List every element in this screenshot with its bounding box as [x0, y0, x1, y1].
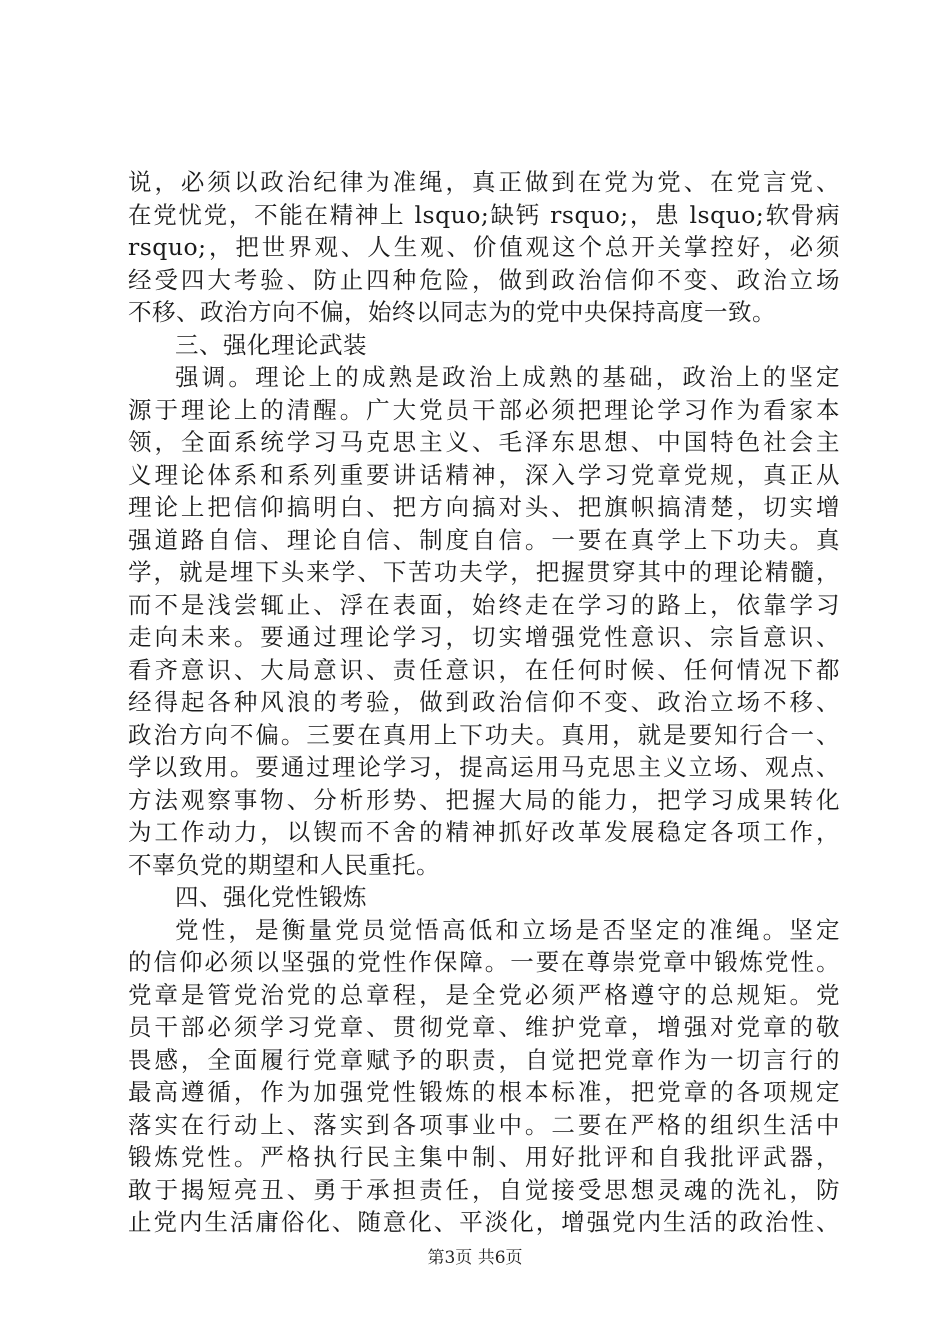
paragraph-line: 最高遵循，作为加强党性锻炼的根本标准，把党章的各项规定: [128, 1078, 840, 1106]
paragraph-line: rsquo;，把世界观、人生观、价值观这个总开关掌控好，必须: [128, 233, 840, 261]
paragraph-line: 锻炼党性。严格执行民主集中制、用好批评和自我批评武器，: [128, 1143, 840, 1171]
paragraph-line: 党章是管党治党的总章程，是全党必须严格遵守的总规矩。党: [128, 980, 840, 1009]
paragraph-line: 走向未来。要通过理论学习，切实增强党性意识、宗旨意识、: [128, 623, 840, 651]
paragraph-line: 落实在行动上、落实到各项事业中。二要在严格的组织生活中: [128, 1110, 840, 1139]
page-number: 第3页 共6页: [427, 1248, 523, 1268]
paragraph-line: 不辜负党的期望和人民重托。: [128, 850, 440, 879]
document-body: [128, 166, 840, 1239]
paragraph-line: 说，必须以政治纪律为准绳，真正做到在党为党、在党言党、: [128, 168, 840, 196]
paragraph-line: 止党内生活庸俗化、随意化、平淡化，增强党内生活的政治性、: [128, 1208, 840, 1236]
paragraph-line: 不移、政治方向不偏，始终以同志为的党中央保持高度一致。: [128, 298, 776, 326]
section-heading: 四、强化党性锻炼: [175, 883, 367, 911]
paragraph-line: 经得起各种风浪的考验，做到政治信仰不变、政治立场不移、: [128, 688, 840, 716]
paragraph-line: 领，全面系统学习马克思主义、毛泽东思想、中国特色社会主: [128, 428, 840, 456]
paragraph-line: 党性，是衡量党员觉悟高低和立场是否坚定的准绳。坚定: [175, 915, 840, 944]
paragraph-line: 学，就是埋下头来学、下苦功夫学，把握贯穿其中的理论精髓，: [128, 558, 840, 586]
paragraph-line: 看齐意识、大局意识、责任意识，在任何时候、任何情况下都: [128, 655, 840, 684]
paragraph-line: 畏感，全面履行党章赋予的职责，自觉把党章作为一切言行的: [128, 1045, 840, 1074]
paragraph-line: 义理论体系和系列重要讲话精神，深入学习党章党规，真正从: [128, 460, 840, 489]
paragraph-line: 政治方向不偏。三要在真用上下功夫。真用，就是要知行合一、: [128, 720, 840, 749]
paragraph-line: 理论上把信仰搞明白、把方向搞对头、把旗帜搞清楚，切实增: [128, 493, 840, 521]
paragraph-line: 在党忧党，不能在精神上 lsquo;缺钙 rsquo;，患 lsquo;软骨病: [128, 200, 840, 229]
paragraph-line: 方法观察事物、分析形势、把握大局的能力，把学习成果转化: [128, 785, 840, 814]
paragraph-line: 敢于揭短亮丑、勇于承担责任，自觉接受思想灵魂的洗礼，防: [128, 1175, 840, 1204]
paragraph-line: 强调。理论上的成熟是政治上成熟的基础，政治上的坚定: [175, 363, 840, 391]
paragraph-line: 强道路自信、理论自信、制度自信。一要在真学上下功夫。真: [128, 525, 840, 554]
paragraph-line: 的信仰必须以坚强的党性作保障。一要在尊崇党章中锻炼党性。: [128, 948, 840, 976]
paragraph-line: 而不是浅尝辄止、浮在表面，始终走在学习的路上，依靠学习: [128, 590, 840, 619]
paragraph-line: 经受四大考验、防止四种危险，做到政治信仰不变、政治立场: [128, 265, 840, 294]
paragraph-line: 为工作动力，以锲而不舍的精神抓好改革发展稳定各项工作，: [128, 818, 840, 846]
paragraph-line: 源于理论上的清醒。广大党员干部必须把理论学习作为看家本: [128, 395, 840, 424]
paragraph-line: 学以致用。要通过理论学习，提高运用马克思主义立场、观点、: [128, 753, 840, 781]
paragraph-line: 员干部必须学习党章、贯彻党章、维护党章，增强对党章的敬: [128, 1013, 840, 1041]
section-heading: 三、强化理论武装: [175, 330, 367, 359]
